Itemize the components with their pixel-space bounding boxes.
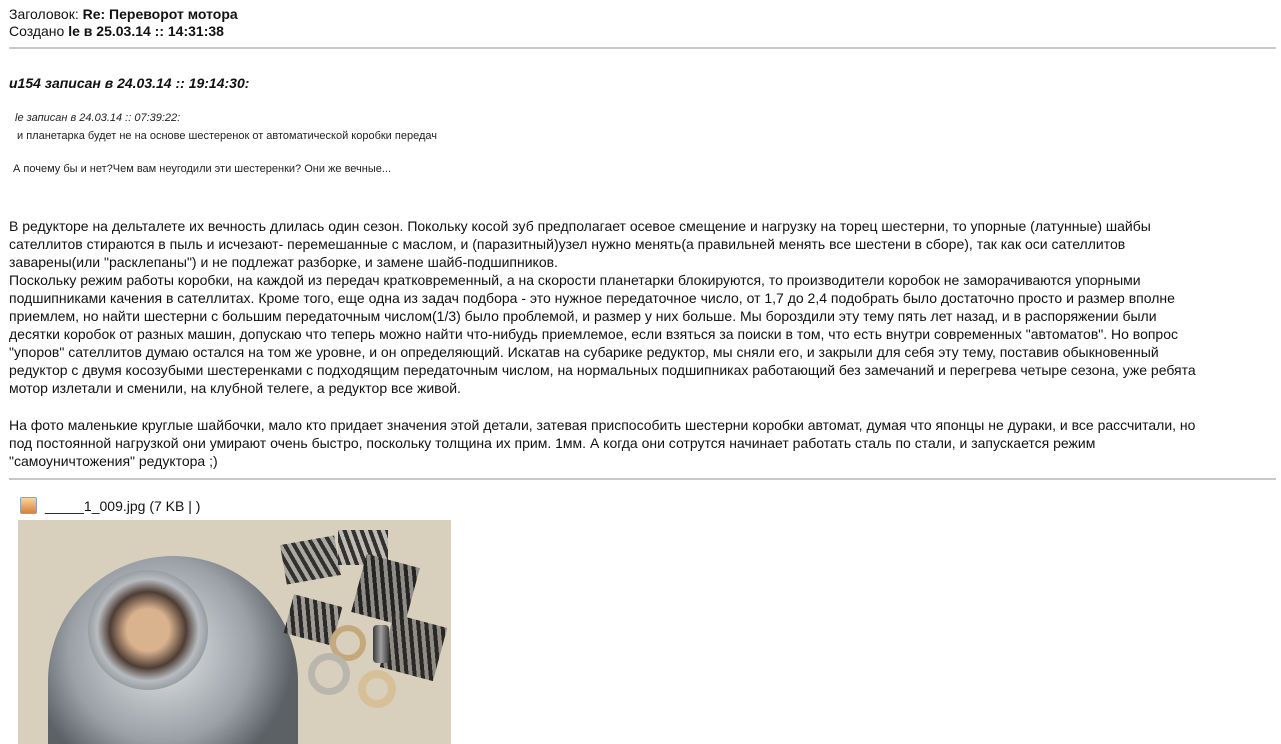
text-line: сателлитов стираются в пыль и исчезают- перемешанные с маслом, и (паразитный)узел нужно менять(а правильней менять все шестени в сборе), так как оси сателлитов xyxy=(9,236,1126,252)
attachment[interactable] xyxy=(20,497,200,514)
paragraph-1 xyxy=(9,217,1196,397)
divider xyxy=(9,478,1276,480)
text-line: На фото маленькие круглые шайбочки, мало кто придает значения этой детали, затевая приспособить шестерни коробки автомат, думая что японцы не дураки, и все рассчитали, но xyxy=(9,417,1196,433)
quote-heading: u154 записан в 24.03.14 :: 19:14:30: xyxy=(9,75,250,91)
inner-quote-heading: le записан в 24.03.14 :: 07:39:22: xyxy=(15,112,181,124)
text-line: Поскольку режим работы коробки, на каждой из передач кратковременный, а на скорости планетарки блокируются, то производители коробок не заморачиваются упорными xyxy=(9,272,1141,288)
attachment-meta: (7 KB | ) xyxy=(149,497,201,514)
paragraph-2 xyxy=(9,416,1196,470)
text-line: мотор излетали и сменили, на клубной телеге, а редуктор все живой. xyxy=(9,380,461,396)
washer xyxy=(358,670,396,708)
created-datetime: 25.03.14 :: 14:31:38 xyxy=(96,23,224,39)
carrier-bore xyxy=(88,570,208,690)
text-line: приемлем, но найти шестерни с большим передаточным числом(1/3) было проблемой, и размер у них больше. Мы бороздили эту тему пять лет назад, и в распоряжении были xyxy=(9,308,1157,324)
created-in: в xyxy=(83,23,93,39)
subject-label: Заголовок: xyxy=(9,6,79,22)
inner-quote-text: и планетарка будет не на основе шестеренок от автоматической коробки передач xyxy=(17,130,437,142)
post-subject xyxy=(9,6,238,22)
text-line: десятки коробок от разных машин, допускаю что теперь можно найти что-нибудь приемлемое, если взяться за поиски в том, что есть внутри современных "автоматов". Но вопрос xyxy=(9,326,1179,342)
text-line: заварены(или "расклепаны") и не подлежат разборке, и замене шайб-подшипников. xyxy=(9,254,558,270)
gear xyxy=(280,536,341,585)
pin xyxy=(373,625,389,663)
post-body xyxy=(9,217,1196,470)
post-created xyxy=(9,23,224,39)
text-line: подшипниками качения в сателлитах. Кроме того, еще одна из задач подбора - это нужное передаточное число, от 1,7 до 2,4 подобрать было достаточно просто и размер вполне xyxy=(9,290,1175,306)
washer xyxy=(308,653,350,695)
text-line: "упоров" сателлитов думаю остался на том же уровне, и он определяющий. Искатав на субарике редуктор, мы сняли его, и закрыли для себя эту тему, поставив обыкновенный xyxy=(9,344,1159,360)
created-author[interactable]: le xyxy=(68,23,80,39)
text-line: редуктор с двумя косозубыми шестеренками с подходящим передаточным числом, на нормальных подшипниках работающий без замечаний и перегрева четыре сезона, уже ребята xyxy=(9,362,1196,378)
text-line: В редукторе на дельталете их вечность длилась один сезон. Покольку косой зуб предполагает осевое смещение и нагрузку на торец шестерни, то упорные (латунные) шайбы xyxy=(9,218,1151,234)
text-line: "самоуничтожения" редуктора ;) xyxy=(9,453,218,469)
image-file-icon xyxy=(20,497,37,514)
created-label: Создано xyxy=(9,23,65,39)
text-line: под постоянной нагрузкой они умирают очень быстро, поскольку толщина их прим. 1мм. А когда они сотрутся начинает работать сталь по стали, и запускается режим xyxy=(9,435,1096,451)
divider xyxy=(9,47,1276,49)
subject-text: Re: Переворот мотора xyxy=(82,6,238,22)
attachment-filename[interactable]: _____1_009.jpg xyxy=(45,497,146,514)
gear xyxy=(380,614,447,681)
attachment-photo[interactable] xyxy=(18,520,451,744)
quote-reply: А почему бы и нет?Чем вам неугодили эти шестеренки? Они же вечные... xyxy=(13,163,392,175)
